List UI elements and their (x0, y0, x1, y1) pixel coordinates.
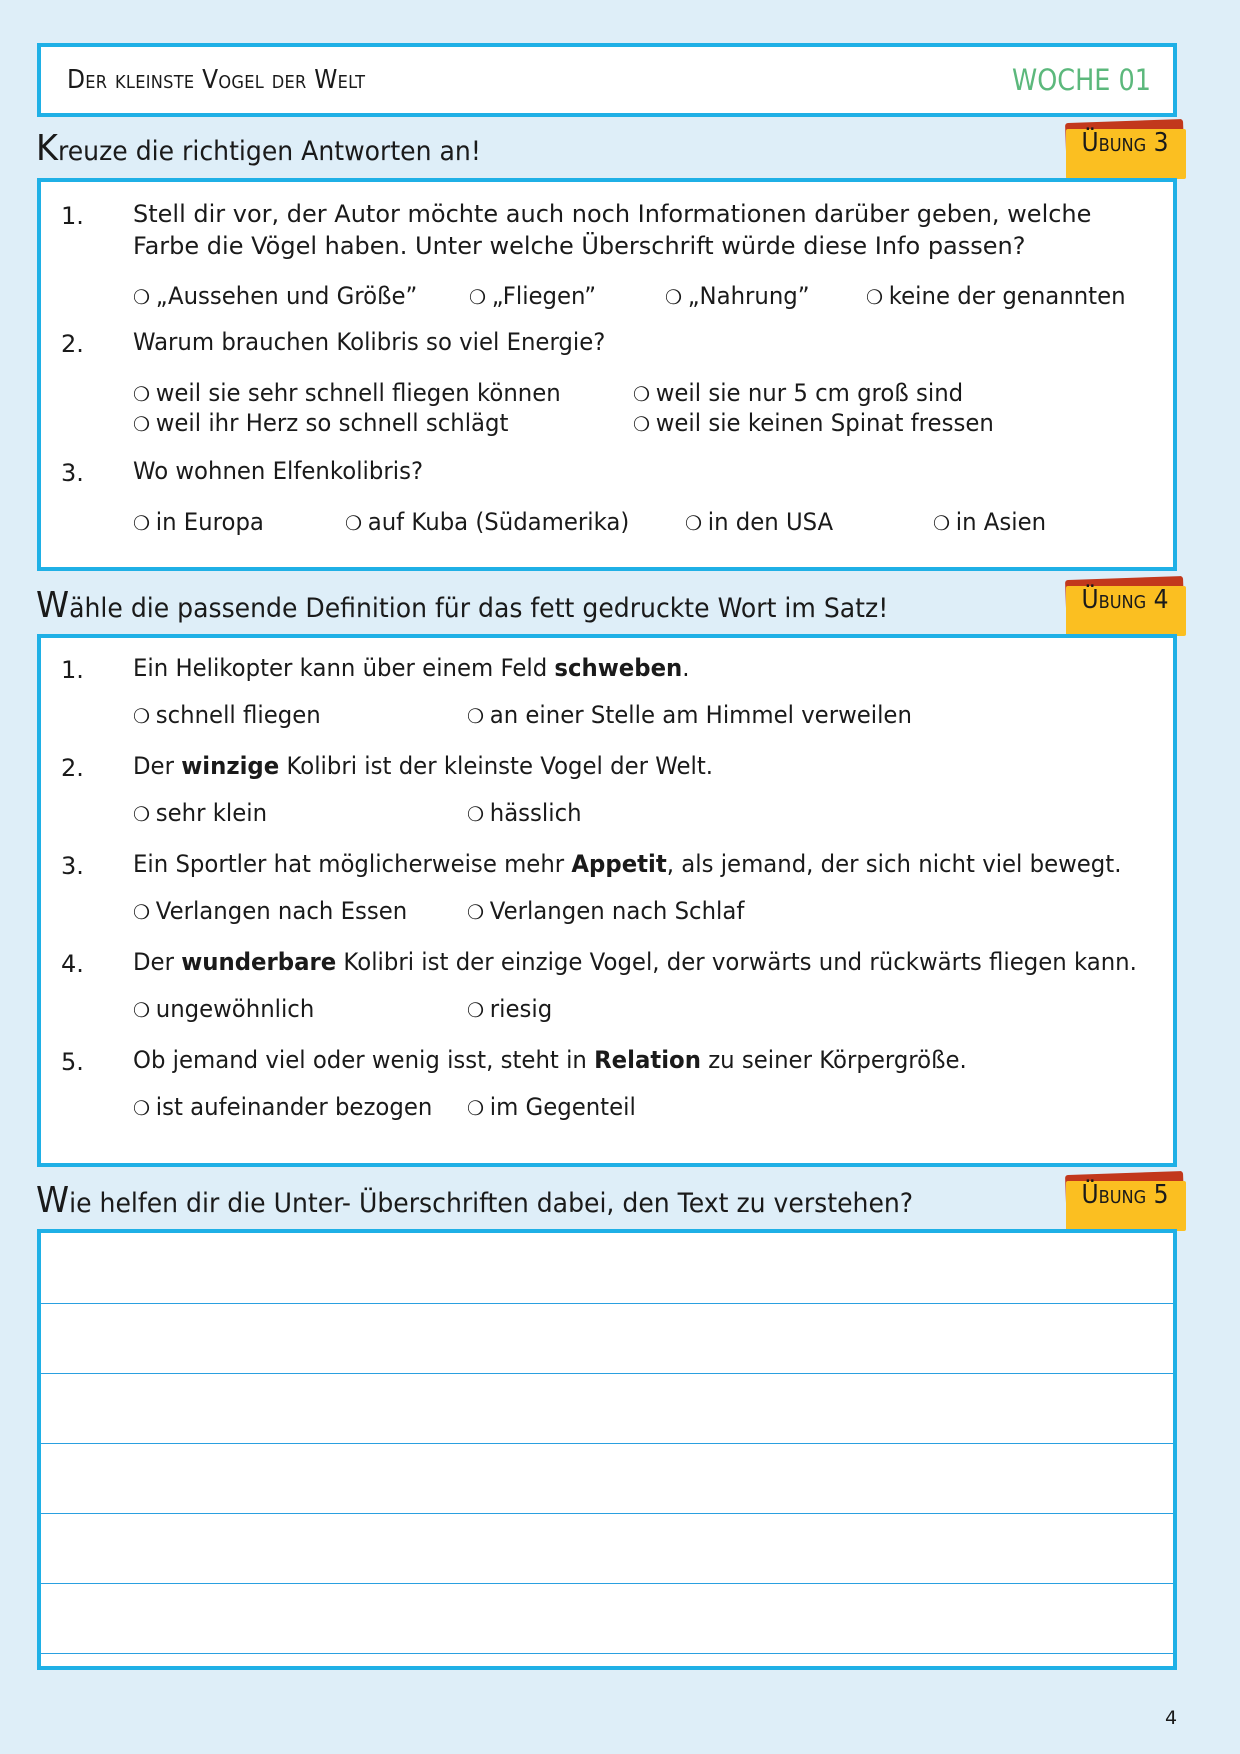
exercise-4-box (37, 634, 1177, 1167)
radio-circle-icon: ❍ (467, 802, 485, 826)
answer-option[interactable]: ❍ schnell fliegen (133, 701, 321, 729)
keyword: schweben (554, 654, 683, 682)
radio-circle-icon: ❍ (133, 900, 151, 924)
answer-option[interactable]: ❍ im Gegenteil (467, 1093, 636, 1121)
question-text: Der wunderbare Kolibri ist der einzige Vogel, der vorwärts und rückwärts fliegen kann. (133, 948, 1137, 976)
question-text: Wo wohnen Elfenkolibris? (133, 457, 424, 485)
keyword: wunderbare (181, 948, 337, 976)
radio-circle-icon: ❍ (665, 285, 683, 309)
writing-line (41, 1443, 1173, 1444)
answer-option[interactable]: ❍ auf Kuba (Südamerika) (345, 508, 630, 536)
question-number: 2. (61, 330, 84, 358)
keyword: Appetit (571, 850, 667, 878)
answer-option[interactable]: ❍ weil sie keinen Spinat fressen (633, 409, 994, 437)
radio-circle-icon: ❍ (133, 382, 151, 406)
radio-circle-icon: ❍ (685, 511, 703, 535)
exercise-3-badge: Übung 3 (1062, 121, 1188, 179)
question-number: 4. (61, 950, 84, 978)
writing-line (41, 1583, 1173, 1584)
question-number: 1. (61, 202, 84, 230)
question-number: 1. (61, 656, 84, 684)
page-number: 4 (1165, 1707, 1178, 1729)
radio-circle-icon: ❍ (469, 285, 487, 309)
question-text: Stell dir vor, der Autor möchte auch noch Informationen darüber geben, welche Farbe die Vögel haben. Unter welche Überschrift würde diese Info passen? (133, 200, 1092, 260)
radio-circle-icon: ❍ (345, 511, 363, 535)
writing-line (41, 1373, 1173, 1374)
answer-option[interactable]: ❍ „Fliegen” (469, 282, 597, 310)
answer-option[interactable]: ❍ hässlich (467, 799, 582, 827)
answer-option[interactable]: ❍ riesig (467, 995, 553, 1023)
question-text: Ob jemand viel oder wenig isst, steht in Relation zu seiner Körpergröße. (133, 1046, 967, 1074)
answer-option[interactable]: ❍ sehr klein (133, 799, 268, 827)
worksheet-header (37, 43, 1177, 117)
keyword: winzige (181, 752, 280, 780)
writing-area[interactable] (37, 1229, 1177, 1670)
radio-circle-icon: ❍ (133, 412, 151, 436)
radio-circle-icon: ❍ (866, 285, 884, 309)
writing-line (41, 1653, 1173, 1654)
answer-option[interactable]: ❍ ungewöhnlich (133, 995, 315, 1023)
answer-option[interactable]: ❍ weil sie nur 5 cm groß sind (633, 379, 964, 407)
radio-circle-icon: ❍ (133, 704, 151, 728)
radio-circle-icon: ❍ (133, 1096, 151, 1120)
question-number: 2. (61, 754, 84, 782)
answer-option[interactable]: ❍ „Aussehen und Größe” (133, 282, 418, 310)
radio-circle-icon: ❍ (133, 998, 151, 1022)
radio-circle-icon: ❍ (133, 511, 151, 535)
question-number: 5. (61, 1048, 84, 1076)
question-number: 3. (61, 459, 84, 487)
radio-circle-icon: ❍ (133, 285, 151, 309)
radio-circle-icon: ❍ (467, 704, 485, 728)
question-text: Ein Helikopter kann über einem Feld schweben. (133, 654, 690, 682)
writing-line (41, 1513, 1173, 1514)
exercise-4-badge: Übung 4 (1062, 578, 1188, 636)
answer-option[interactable]: ❍ an einer Stelle am Himmel verweilen (467, 701, 912, 729)
radio-circle-icon: ❍ (633, 382, 651, 406)
answer-option[interactable]: ❍ Verlangen nach Essen (133, 897, 408, 925)
answer-option[interactable]: ❍ in Asien (933, 508, 1047, 536)
question-text: Ein Sportler hat möglicherweise mehr Appetit, als jemand, der sich nicht viel bewegt. (133, 850, 1122, 878)
writing-line (41, 1303, 1173, 1304)
question-number: 3. (61, 852, 84, 880)
keyword: Relation (594, 1046, 701, 1074)
answer-option[interactable]: ❍ „Nahrung” (665, 282, 810, 310)
radio-circle-icon: ❍ (467, 998, 485, 1022)
worksheet-title: Der kleinste Vogel der Welt (67, 65, 366, 95)
exercise-5-badge: Übung 5 (1062, 1173, 1188, 1231)
radio-circle-icon: ❍ (133, 802, 151, 826)
exercise-4-title: Wähle die passende Definition für das fett gedruckte Wort im Satz! (36, 585, 889, 626)
radio-circle-icon: ❍ (467, 900, 485, 924)
answer-option[interactable]: ❍ weil sie sehr schnell fliegen können (133, 379, 561, 407)
exercise-5-title: Wie helfen dir die Unter- Überschriften dabei, den Text zu verstehen? (36, 1180, 914, 1221)
exercise-3-box (37, 178, 1177, 571)
answer-option[interactable]: ❍ keine der genannten (866, 282, 1126, 310)
answer-option[interactable]: ❍ in Europa (133, 508, 264, 536)
answer-option[interactable]: ❍ ist aufeinander bezogen (133, 1093, 433, 1121)
answer-option[interactable]: ❍ in den USA (685, 508, 834, 536)
radio-circle-icon: ❍ (467, 1096, 485, 1120)
exercise-3-title: Kreuze die richtigen Antworten an! (36, 128, 481, 169)
answer-option[interactable]: ❍ Verlangen nach Schlaf (467, 897, 745, 925)
question-text: Warum brauchen Kolibris so viel Energie? (133, 328, 606, 356)
question-text: Der winzige Kolibri ist der kleinste Vogel der Welt. (133, 752, 714, 780)
radio-circle-icon: ❍ (933, 511, 951, 535)
answer-option[interactable]: ❍ weil ihr Herz so schnell schlägt (133, 409, 509, 437)
week-label: WOCHE 01 (1011, 63, 1151, 97)
radio-circle-icon: ❍ (633, 412, 651, 436)
